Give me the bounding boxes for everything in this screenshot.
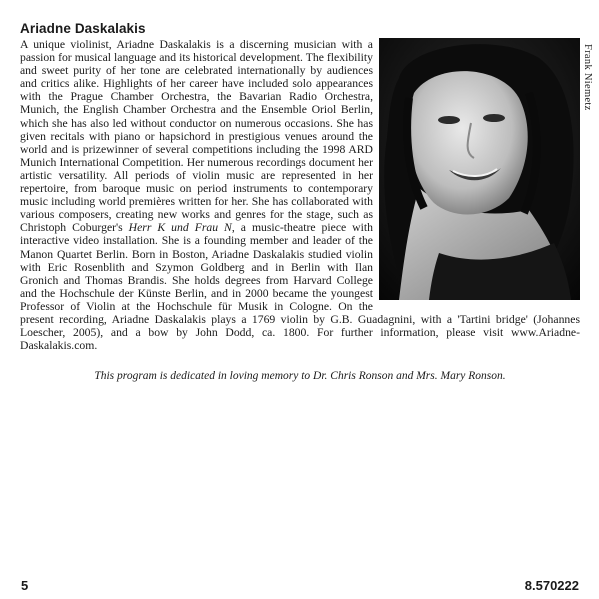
portrait-image	[379, 38, 580, 300]
page-number: 5	[21, 578, 29, 593]
biography-text-part1: A unique violinist, Ariadne Daskalakis is a discerning musician with a passion for musical language and its historical development. The flexibility and sweet purity of her tone are celebrated internationally by audiences and critics alike. Highlights of her career have included solo appearances with the Prague Chamber Orchestra, the Bavarian Radio Orchestra, Munich, the English Chamber Orchestra and the Ensemble Oriol Berlin, which she has also led without conductor on numerous occasions. She has given recitals with piano or hapsichord in prestigious venues around the world and is prizewinner of several competitions including the 1998 ARD Munich International Competition. Her numerous recordings document her artistic versatility. All periods of violin music are represented in her repertoire, from baroque music on period instruments to contemporary music including world premières written for her. She has collaborated with various composers, creating new works and genres for the stage, such as Christoph Coburger's	[20, 38, 373, 235]
biography-text	[20, 38, 593, 353]
dedication-text: This program is dedicated in loving memory to Dr. Chris Ronson and Mrs. Mary Ronson.	[94, 370, 506, 382]
biography-text-part2: , a music-theatre piece with interactive video installation. She is a founding member and leader of the Manon Quartet Berlin. Born in Boston, Ariadne Daskalakis studied violin with Eric Rosenblith and Szymon Goldberg and in Berlin with Ilan Gronich and Thomas Brandis. She holds degrees from Harvard College and the Hochschule der Künste Berlin, and in 2000 became the youngest Professor of Violin at the Hochschule für Musik in Cologne. On the present recording, Ariadne Daskalakis plays a 1769 violin by G.B. Guadagnini, with a 'Tartini bridge' (Johannes Loescher, 2005), and a bow by John Dodd, ca. 1800. For further information, please visit www.Ariadne-Daskalakis.com.	[20, 221, 580, 353]
photo-credit: Frank Niemetz	[582, 44, 593, 111]
catalog-number: 8.570222	[524, 578, 579, 593]
work-title: Herr K und Frau N	[128, 221, 232, 235]
artist-name-heading: Ariadne Daskalakis	[20, 21, 146, 36]
artist-portrait-photo	[379, 38, 593, 300]
